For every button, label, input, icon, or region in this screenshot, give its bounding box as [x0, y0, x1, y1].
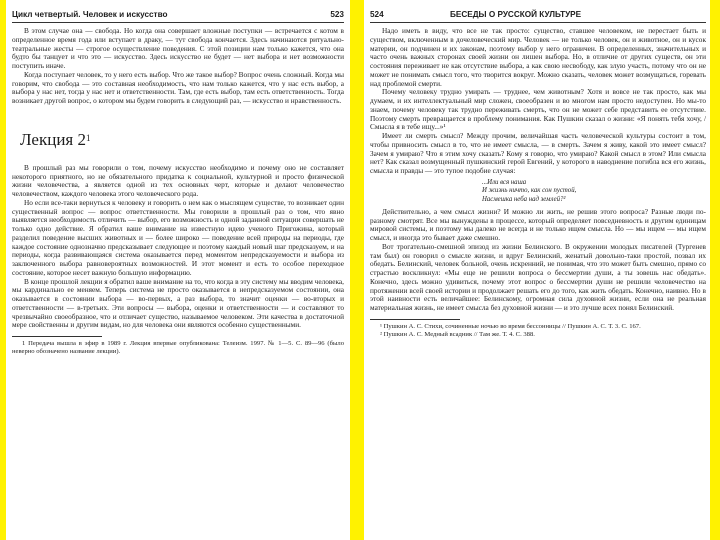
page-number: 523 — [330, 10, 344, 19]
paragraph: Надо иметь в виду, что все не так просто: существо, ставшее человеком, не перестает быть и существом, включенным в дочеловеческий мир. Человек — не только человек, он и животное, он и кусок материи, он подчинен и их законам, поэтому выбор у него ограничен. В определенных, значительных и часто очень важных сторонах своей жизни он лишен выбора. Но, в отличие от других существ, он эти состояния переживает не как отсутствие выбора, а как свою несвободу, как злую участь, потому что он не может не понимать смысл того, что творится вокруг. Можно сказать, человек может возмущаться, горевать над проблемой смерти. — [370, 26, 706, 88]
paragraph: В конце прошлой лекции я обратил ваше внимание на то, что когда в эту систему мы вводим человека, мы кардинально ее меняем. Теперь система не просто оказывается в непредсказуемом состоянии, она оказывается в состоянии выбора — во-первых, а раз выбора, то значит оценки — во-вторых и ответственности — в-третьих. Эти вопросы — выбора, оценки и ответственности — и составляют то чрезвычайно своеобразное, что и отличает существо, называемое человеком. Эти качества в достаточной мере свойственны и другим видам, но для человека они являются особенно существенными. — [12, 276, 344, 330]
footnotes — [12, 340, 344, 356]
center-gutter-stripe — [350, 0, 364, 540]
paragraph: Имеет ли смерть смысл? Между прочим, величайшая часть человеческой культуры состоит в том, чтобы привносить смысл в то, что не имеет смысла, — в смерть. Зачем я живу, какой это имеет смысл? Зачем я умираю? Что я этим хочу сказать? Кому я говорю, что умираю? Какой смысл в этом? Или смысла нет? Как сказал возмущенный пушкинский герой Евгений, у которого в наводнение погибла вся его жизнь, смысла и правды — это тупое подобие случая: — [370, 131, 706, 175]
footnote: ² Пушкин А. С. Медный всадник // Там же. Т. 4. С. 388. — [380, 330, 535, 338]
left-page — [12, 8, 344, 534]
running-title: БЕСЕДЫ О РУССКОЙ КУЛЬТУРЕ — [450, 10, 582, 19]
paragraph: В этом случае она — свобода. Но когда она совершает вложные поступки — встречается с котом в определенное время года или вступает в драку, — тут свобода кончается. Здесь начинаются ритуально-театральные жесты — строгое осуществление поведения. С этой позиции нам только кажется, что она будто бы танцует и что это — искусство. Здесь искусство не будет — нет выбора и нет возможности поступить иначе. — [12, 26, 344, 70]
paragraph: Когда поступает человек, то у него есть выбор. Что же такое выбор? Вопрос очень сложный. Когда мы говорим, что свобода — это составная необходимость, что нам только кажется, что у нас есть выбор, а выбора у нас нет, тогда у нас нет и ответственности. Там, где есть выбор, там есть ответственность. Тогда возникает другой вопрос, о котором мы будем говорить в следующий раз, — искусство и нравственность. — [12, 69, 344, 105]
left-page-body — [12, 27, 344, 330]
footnotes — [370, 323, 706, 339]
poem-line: Насмешка неба над землей?² — [482, 195, 566, 203]
footnote-rule — [12, 336, 102, 337]
left-page-header — [12, 8, 344, 23]
poem-line: И жизнь ничто, как сон пустой, — [482, 187, 577, 195]
chapter-heading — [20, 130, 344, 150]
right-margin-stripe — [710, 0, 720, 540]
footnote: ¹ Пушкин А. С. Стихи, сочиненные ночью во время бессонницы // Пушкин А. С. Т. 3. С. 167. — [380, 322, 641, 330]
right-page-header — [370, 8, 706, 23]
paragraph: Вот трогательно-смешной эпизод из жизни Белинского. В окружении молодых писателей (Тургенев там был) он говорил о смысле жизни, и вдруг Белинский, женатый довольно-таки простой, позвал их обедать. Белинский, человек больной, очень искренний, не понимая, что это может быть смешно, прямо со страстью воскликнул: «Мы еще не решили вопроса о бессмертии души, а ты зовешь нас обедать». Конечно, здесь можно удивиться, почему этот вопрос о бессмертии души не решили человечество на протяжении всей своей истории и продолжает решать его до того, как жить обедать. Конечно, наивно. Но в этой наивности есть величайшее: Белинскому, огромная сила духовной жизни, если она не реальная материальная жизнь, не имеет смысла без духовной жизни — и это лучше всех понял Белинский. — [370, 241, 706, 313]
footnote: 1 Передача вышла в эфир в 1989 г. Лекция впервые опубликована: Телеизм. 1997. № 1—5. С. 89—96 (было неверно обозначено название лекции). — [12, 340, 344, 355]
running-title: Цикл четвертый. Человек и искусство — [12, 10, 168, 19]
chapter-title: Лекция 2 — [20, 129, 86, 149]
footnote-rule — [370, 319, 460, 320]
right-page — [370, 8, 706, 534]
paragraph: В прошлый раз мы говорили о том, почему искусство необходимо и почему оно не составляет некоторого приятного, но не обязательного придатка к социальной, культурной и просто физической жизни человечества, а является одной из тех основных черт, которые и делают человечество человечеством, каждого человека этого человеческого рода. — [12, 162, 344, 198]
chapter-footnote-mark: 1 — [85, 132, 91, 143]
poem-line: ...Или вся наша — [482, 178, 527, 186]
paragraph: Действительно, а чем смысл жизни? И можно ли жить, не решив этого вопроса? Разные люди по-разному смотрят. Все мы вынуждены в процессе, который определяет повседневность и другим единицам мировой системы, и поэтому мы далеко не всегда и не только ищем смысла. Но — мы ищем — мы ищем смысл, и иногда это бывает даже смешно. — [370, 206, 706, 243]
poem-quote — [482, 179, 706, 204]
right-page-body — [370, 27, 706, 313]
left-margin-stripe — [0, 0, 6, 540]
paragraph: Но если все-таки вернуться к человеку и говорить о нем как о мыслящем существе, то возникает один существенный вопрос — вопрос ответственности. Мы говорили в прошлый раз о том, что явно выявляется необходимость отличить — выбор, его возможность и одной заданной ситуации совершать не только одно действие. Я обратил ваше внимание на известную идею ученого Пригожина, который разделил поведение высших животных и — более широко — поведение всей природы на периоды, где каждое состояние однозначно предсказывает следующее и поэтому каждый новый шаг предсказуем, и на периоды, когда развивающаяся система оказывается перед моментом непредсказуемости и выбора из заключенного выбора равновероятных возможностей. И этот момент и есть то особое переходное состояние, которое несет важную большую информацию. — [12, 197, 344, 277]
paragraph: Почему человеку трудно умирать — труднее, чем животным? Хотя и вовсе не так просто, как мы думаем, и их интеллектуальный мир сложен, своеобразен и во многом нам просто недоступен. Но мы-то знаем, почему человеку так трудно переживать смерть, что он не может себе представить ее отсутствие. Поэтому смерть превращается в проблему понимания. Как Пушкин сказал о жизни: «Я понять тебя хочу, / Смысла я в тебе ищу...»¹ — [370, 87, 706, 132]
page-number: 524 — [370, 10, 384, 19]
